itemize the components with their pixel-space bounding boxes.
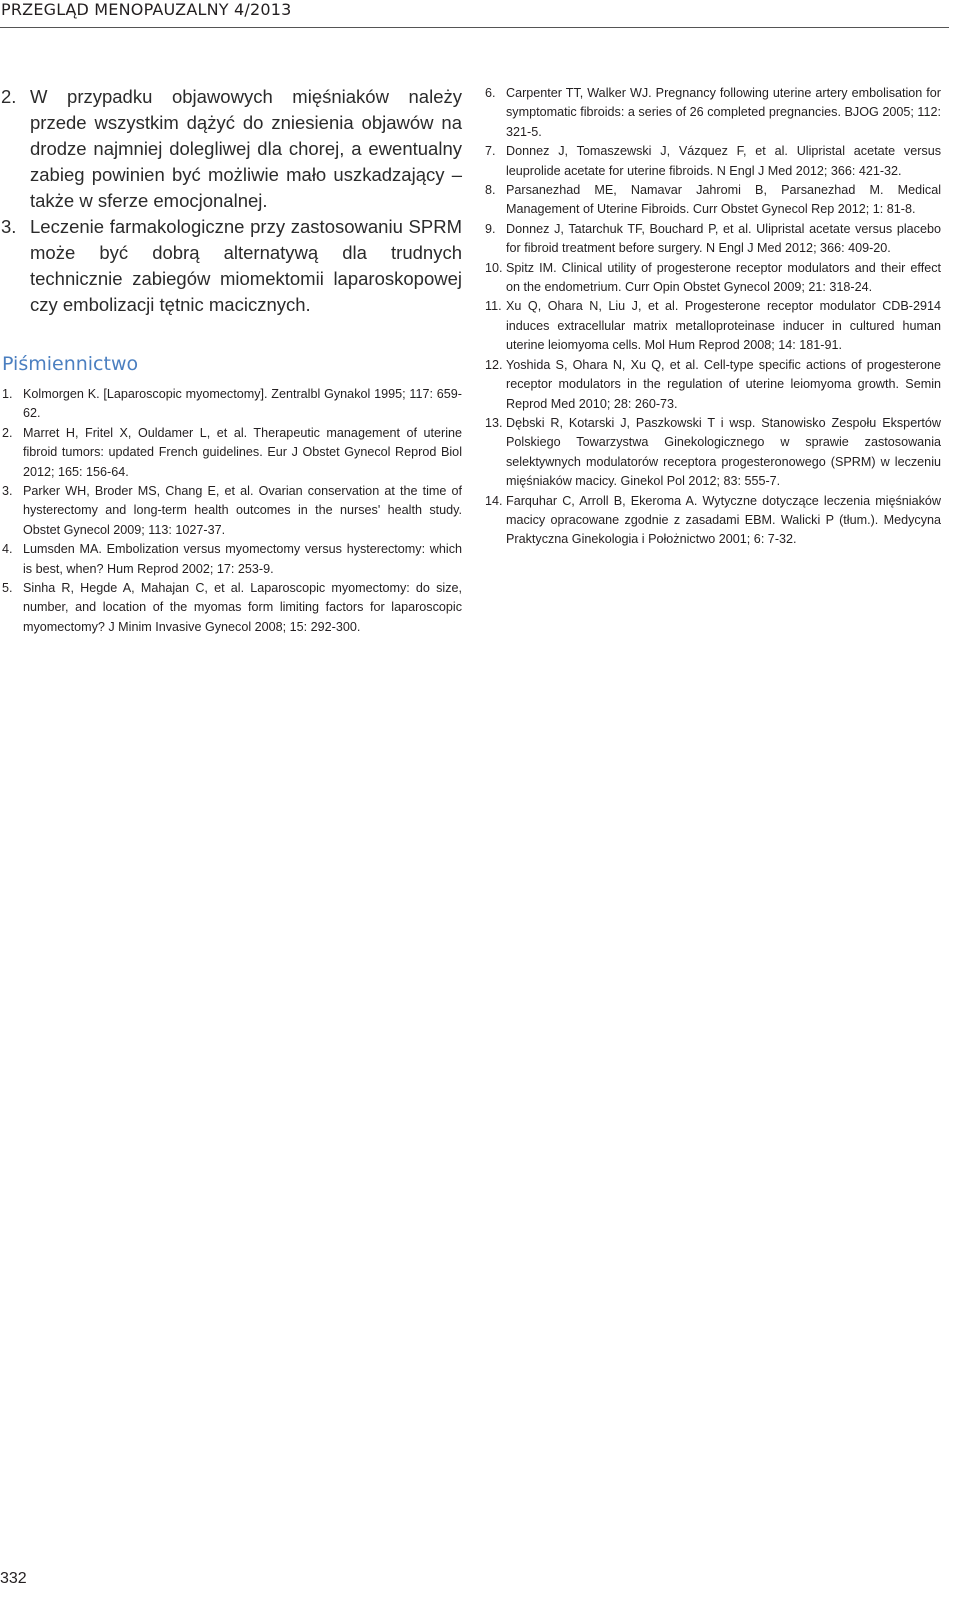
reference-number: 10. [485,260,503,275]
references-heading: Piśmiennictwo [2,353,139,375]
reference-item [483,297,941,355]
reference-number: 6. [485,86,496,100]
reference-item [0,385,462,424]
references-list-left [0,385,462,637]
reference-number: 1. [2,387,13,401]
reference-text: Kolmorgen K. [Laparoscopic myomectomy]. Zentralbl Gynakol 1995; 117: 659-62. [23,387,462,421]
reference-text: Farquhar C, Arroll B, Ekeroma A. Wytyczne dotyczące leczenia mięśniaków macicy opracowane zgodnie z zasadami EBM. Walicki P (tłum.). Medycyna Praktyczna Ginekologia i Położnictwo 2001; 6: 7-32. [506,493,941,547]
reference-item [483,259,941,298]
reference-item [0,482,462,540]
reference-item [483,142,941,181]
reference-number: 4. [2,542,13,557]
reference-text: Lumsden MA. Embolization versus myomectomy versus hysterectomy: which is best, when? Hum Reprod 2002; 17: 253-9. [23,542,462,576]
reference-text: Sinha R, Hegde A, Mahajan C, et al. Laparoscopic myomectomy: do size, number, and location of the myomas form limiting factors for laparoscopic myomectomy? J Minim Invasive Gynecol 2008; 15: 292-300. [23,581,462,634]
reference-text: Marret H, Fritel X, Ouldamer L, et al. Therapeutic management of uterine fibroid tumors: updated French guidelines. Eur J Obstet Gynecol Reprod Biol 2012; 165: 156-64. [23,425,462,479]
reference-item [483,84,941,142]
reference-number: 3. [2,484,13,499]
reference-item [483,492,941,550]
reference-text: Donnez J, Tomaszewski J, Vázquez F, et al. Ulipristal acetate versus leuprolide acetate for uterine fibroids. N Engl J Med 2012; 366: 421-32. [506,144,941,178]
reference-item [0,540,462,579]
conclusion-number: 3. [1,216,17,237]
reference-item [0,424,462,482]
reference-text: Yoshida S, Ohara N, Xu Q, et al. Cell-type specific actions of progesterone receptor modulators in the regulation of uterine leiomyoma growth. Semin Reprod Med 2010; 28: 260-73. [506,357,941,411]
references-list-right [483,84,941,550]
reference-number: 9. [485,221,496,236]
reference-text: Dębski R, Kotarski J, Paszkowski T i wsp. Stanowisko Zespołu Ekspertów Polskiego Towarzystwa Ginekologicznego w sprawie zastosowania selektywnych modulatorów receptora progesteronowego (SPRM) w leczeniu mięśniaków macicy. Ginekol Pol 2012; 83: 555-7. [506,415,941,489]
journal-title: PRZEGLĄD MENOPAUZALNY 4/2013 [1,0,292,19]
reference-text: Xu Q, Ohara N, Liu J, et al. Progesterone receptor modulator CDB-2914 induces extracellular matrix metalloproteinase inducer in cultured human uterine leiomyoma cells. Mol Hum Reprod 2008; 14: 181-91. [506,299,941,353]
reference-number: 8. [485,183,496,198]
conclusion-text: Leczenie farmakologiczne przy zastosowaniu SPRM może być dobrą alternatywą dla trudnych technicznie zabiegów miomektomii laparoskopowej czy embolizacji tętnic macicznych. [30,216,462,315]
reference-number: 5. [2,581,13,596]
page-number: 332 [0,1570,27,1587]
conclusion-item [0,214,462,318]
reference-item [483,181,941,220]
running-header [0,0,949,28]
reference-item [483,220,941,259]
reference-number: 2. [2,425,13,440]
conclusions-list [0,84,462,318]
reference-text: Parsanezhad ME, Namavar Jahromi B, Parsanezhad M. Medical Management of Uterine Fibroids. Curr Obstet Gynecol Rep 2012; 1: 81-8. [506,183,941,217]
reference-number: 7. [485,144,496,159]
reference-text: Carpenter TT, Walker WJ. Pregnancy following uterine artery embolisation for symptomatic fibroids: a series of 26 completed pregnancies. BJOG 2005; 112: 321-5. [506,86,941,139]
reference-item [483,414,941,492]
right-column [483,84,941,550]
reference-text: Parker WH, Broder MS, Chang E, et al. Ovarian conservation at the time of hysterectomy and long-term health outcomes in the nurses' health study. Obstet Gynecol 2009; 113: 1027-37. [23,484,462,537]
reference-number: 12. [485,357,503,372]
reference-number: 14. [485,493,503,508]
reference-item [483,356,941,414]
reference-text: Donnez J, Tatarchuk TF, Bouchard P, et al. Ulipristal acetate versus placebo for fibroid treatment before surgery. N Engl J Med 2012; 366: 409-20. [506,221,941,256]
reference-item [0,579,462,637]
reference-number: 13. [485,415,503,430]
conclusion-number: 2. [1,86,17,107]
reference-number: 11. [485,299,502,314]
conclusion-text: W przypadku objawowych mięśniaków należy przede wszystkim dążyć do zniesienia objawów na drodze najmniej dolegliwej dla chorej, a ewentualny zabieg powinien być możliwie mało uszkadzający – także w sferze emocjonalnej. [30,86,462,211]
conclusion-item [0,84,462,214]
reference-text: Spitz IM. Clinical utility of progesterone receptor modulators and their effect on the endometrium. Curr Opin Obstet Gynecol 2009; 21: 318-24. [506,260,941,295]
left-column [0,84,462,637]
